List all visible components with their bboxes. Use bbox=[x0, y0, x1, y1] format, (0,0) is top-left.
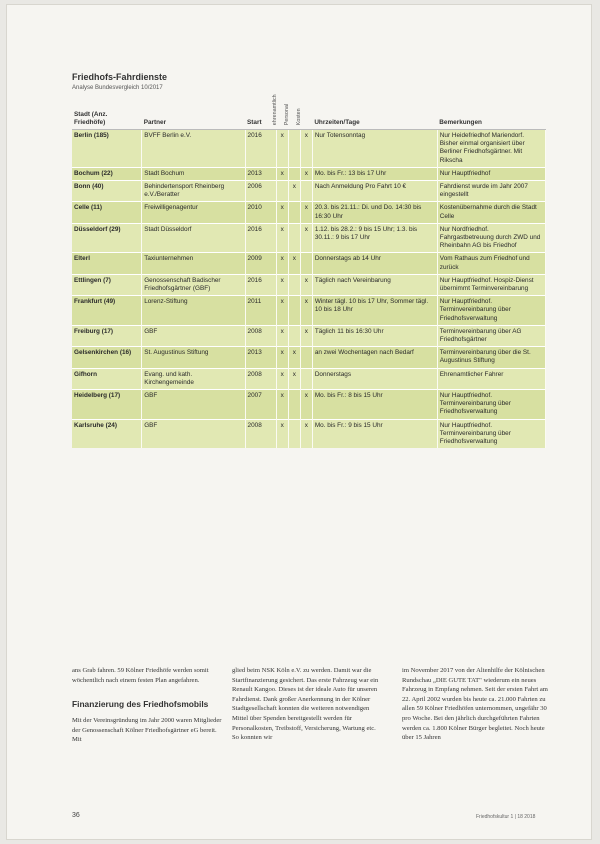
table-row bbox=[72, 368, 546, 389]
table-header-row bbox=[72, 98, 546, 130]
table-row bbox=[72, 325, 546, 346]
row-start: 2008 bbox=[245, 419, 276, 448]
row-times: Nach Anmeldung Pro Fahrt 10 € bbox=[312, 181, 437, 202]
row-mark-c: x bbox=[300, 274, 312, 295]
row-mark-c: x bbox=[300, 223, 312, 253]
header-remarks: Bemerkungen bbox=[437, 98, 545, 130]
text-column-2 bbox=[232, 666, 382, 743]
header-col-b: Personal bbox=[288, 98, 300, 130]
row-partner: GBF bbox=[142, 419, 245, 448]
row-partner: Stadt Bochum bbox=[142, 167, 245, 180]
row-mark-a: x bbox=[276, 167, 288, 180]
row-mark-a bbox=[276, 181, 288, 202]
column-1-intro: ans Grab fahren. 59 Kölner Friedhöfe werden somit wöchentlich nach einem festen Plan angefahren. bbox=[72, 667, 209, 684]
row-start: 2007 bbox=[245, 390, 276, 420]
table-row bbox=[72, 181, 546, 202]
row-start: 2009 bbox=[245, 253, 276, 274]
row-mark-b bbox=[288, 419, 300, 448]
table-body bbox=[72, 130, 546, 449]
row-partner: Behindertensport Rheinberg e.V./Beratter bbox=[142, 181, 245, 202]
row-remarks: Nur Hauptfriedhof. Terminvereinbarung über Friedhofsverwaltung bbox=[437, 419, 545, 448]
row-mark-b bbox=[288, 167, 300, 180]
row-mark-a: x bbox=[276, 253, 288, 274]
row-mark-a: x bbox=[276, 347, 288, 368]
row-mark-c bbox=[300, 181, 312, 202]
row-city: Ettlingen (7) bbox=[72, 274, 142, 295]
row-mark-b: x bbox=[288, 347, 300, 368]
table-row bbox=[72, 274, 546, 295]
row-times: Mo. bis Fr.: 9 bis 15 Uhr bbox=[312, 419, 437, 448]
table-row bbox=[72, 167, 546, 180]
row-mark-b: x bbox=[288, 368, 300, 389]
row-mark-b bbox=[288, 223, 300, 253]
row-mark-a: x bbox=[276, 296, 288, 326]
row-mark-c: x bbox=[300, 419, 312, 448]
section-heading: Finanzierung des Friedhofsmobils bbox=[72, 699, 209, 710]
row-mark-b bbox=[288, 325, 300, 346]
row-mark-b bbox=[288, 130, 300, 168]
row-mark-a: x bbox=[276, 274, 288, 295]
row-partner: Evang. und kath. Kirchengemeinde bbox=[142, 368, 245, 389]
row-mark-a: x bbox=[276, 419, 288, 448]
row-times: Nur Totensonntag bbox=[312, 130, 437, 168]
row-mark-b: x bbox=[288, 181, 300, 202]
row-mark-c: x bbox=[300, 202, 312, 223]
text-column-1 bbox=[72, 666, 222, 745]
row-remarks: Kostenübernahme durch die Stadt Celle bbox=[437, 202, 545, 223]
table-row bbox=[72, 390, 546, 420]
row-start: 2016 bbox=[245, 223, 276, 253]
header-partner: Partner bbox=[142, 98, 245, 130]
row-mark-c: x bbox=[300, 167, 312, 180]
row-city: Heidelberg (17) bbox=[72, 390, 142, 420]
table-subtitle: Analyse Bundesvergleich 10/2017 bbox=[72, 85, 163, 91]
row-city: Gifhorn bbox=[72, 368, 142, 389]
row-mark-b bbox=[288, 202, 300, 223]
row-mark-c bbox=[300, 347, 312, 368]
row-mark-b: x bbox=[288, 253, 300, 274]
row-partner: St. Augustinus Stiftung bbox=[142, 347, 245, 368]
table-row bbox=[72, 296, 546, 326]
row-remarks: Nur Heidefriedhof Mariendorf. Bisher einmal organisiert über Berliner Friedhofsgärtner. Mit Rikscha bbox=[437, 130, 545, 168]
row-partner: Genossenschaft Badischer Friedhofsgärtner (GBF) bbox=[142, 274, 245, 295]
row-city: Düsseldorf (29) bbox=[72, 223, 142, 253]
cemetery-transport-table-wrapper bbox=[72, 94, 546, 448]
row-times: Mo. bis Fr.: 13 bis 17 Uhr bbox=[312, 167, 437, 180]
row-start: 2006 bbox=[245, 181, 276, 202]
row-remarks: Vom Rathaus zum Friedhof und zurück bbox=[437, 253, 545, 274]
row-mark-a: x bbox=[276, 130, 288, 168]
row-times: Mo. bis Fr.: 8 bis 15 Uhr bbox=[312, 390, 437, 420]
row-partner: GBF bbox=[142, 325, 245, 346]
row-mark-c: x bbox=[300, 325, 312, 346]
row-city: Karlsruhe (24) bbox=[72, 419, 142, 448]
header-start: Start bbox=[245, 98, 276, 130]
row-remarks: Fahrdienst wurde im Jahr 2007 eingestellt bbox=[437, 181, 545, 202]
table-row bbox=[72, 202, 546, 223]
row-partner: Taxiunternehmen bbox=[142, 253, 245, 274]
row-city: Gelsenkirchen (16) bbox=[72, 347, 142, 368]
row-mark-c bbox=[300, 253, 312, 274]
row-remarks: Terminvereinbarung über die St. Augustinus Stiftung bbox=[437, 347, 545, 368]
row-mark-a: x bbox=[276, 368, 288, 389]
row-start: 2008 bbox=[245, 325, 276, 346]
row-start: 2013 bbox=[245, 167, 276, 180]
row-remarks: Nur Nordfriedhof. Fahrgastbetreuung durch ZWD und Rheinbahn AG bis Friedhof bbox=[437, 223, 545, 253]
row-mark-b bbox=[288, 296, 300, 326]
header-city: Stadt (Anz. Friedhöfe) bbox=[72, 98, 142, 130]
column-2-body: glied beim NSK Köln e.V. zu werden. Damit war die Startfinanzierung gesichert. Das erste Fahrzeug war ein Renault Kangoo. Dieses ist der ideale Auto für unseren Fahrdienst. Dank großer Anerkennung in der Kölner Stadtgesellschaft konnten die weiteren notwendigen Mittel über Spenden bereitgestellt werden für Personalkosten, Treibstoff, Versicherung, Wartung etc. So konnten wir bbox=[232, 667, 379, 742]
table-row bbox=[72, 347, 546, 368]
table-row bbox=[72, 223, 546, 253]
row-remarks: Nur Hauptfriedhof bbox=[437, 167, 545, 180]
row-times: an zwei Wochentagen nach Bedarf bbox=[312, 347, 437, 368]
row-remarks: Ehrenamtlicher Fahrer bbox=[437, 368, 545, 389]
row-mark-a: x bbox=[276, 202, 288, 223]
table-row bbox=[72, 130, 546, 168]
row-times: Täglich nach Vereinbarung bbox=[312, 274, 437, 295]
row-mark-c: x bbox=[300, 130, 312, 168]
row-start: 2010 bbox=[245, 202, 276, 223]
row-mark-a: x bbox=[276, 390, 288, 420]
row-start: 2011 bbox=[245, 296, 276, 326]
row-times: Winter tägl. 10 bis 17 Uhr, Sommer tägl. 10 bis 18 Uhr bbox=[312, 296, 437, 326]
row-mark-b bbox=[288, 390, 300, 420]
row-city: Elterl bbox=[72, 253, 142, 274]
column-3-body: im November 2017 von der Altenhilfe der Kölnischen Rundschau „DIE GUTE TAT" wiederum ein neues Fahrzeug in Empfang nehmen. Seit der ersten Fahrt am 22. April 2002 wurden bis heute ca. 21.000 Fahrten zu allen 59 Kölner Friedhöfen unternommen, ungefähr 30 pro Woche. Bei den jährlich durchgeführten Fahrten werden ca. 1.800 Kölner Bürger begleitet. Noch heute über 15 Jahren bbox=[402, 667, 548, 742]
row-times: Donnerstags bbox=[312, 368, 437, 389]
cemetery-transport-table bbox=[72, 94, 546, 448]
row-remarks: Nur Hauptfriedhof. Terminvereinbarung über Friedhofsverwaltung bbox=[437, 296, 545, 326]
row-city: Berlin (185) bbox=[72, 130, 142, 168]
row-partner: Lorenz-Stiftung bbox=[142, 296, 245, 326]
row-start: 2016 bbox=[245, 274, 276, 295]
row-start: 2016 bbox=[245, 130, 276, 168]
row-times: Täglich 11 bis 16:30 Uhr bbox=[312, 325, 437, 346]
row-partner: BVFF Berlin e.V. bbox=[142, 130, 245, 168]
row-start: 2013 bbox=[245, 347, 276, 368]
header-col-a: ehrenamtlich bbox=[276, 98, 288, 130]
row-times: 20.3. bis 21.11.: Di. und Do. 14:30 bis 16:30 Uhr bbox=[312, 202, 437, 223]
row-times: 1.12. bis 28.2.: 9 bis 15 Uhr; 1.3. bis 30.11.: 9 bis 17 Uhr bbox=[312, 223, 437, 253]
row-partner: Freiwilligenagentur bbox=[142, 202, 245, 223]
row-city: Bochum (22) bbox=[72, 167, 142, 180]
row-partner: Stadt Düsseldorf bbox=[142, 223, 245, 253]
row-partner: GBF bbox=[142, 390, 245, 420]
row-times: Donnerstags ab 14 Uhr bbox=[312, 253, 437, 274]
row-mark-c: x bbox=[300, 390, 312, 420]
row-city: Frankfurt (49) bbox=[72, 296, 142, 326]
row-remarks: Terminvereinbarung über AG Friedhofsgärtner bbox=[437, 325, 545, 346]
column-1-body: Mit der Vereinsgründung im Jahr 2000 waren Mitglieder der Genossenschaft Kölner Friedhofsgärtner eG bereit. Mit bbox=[72, 717, 222, 744]
page-number: 36 bbox=[72, 812, 80, 819]
row-mark-c: x bbox=[300, 296, 312, 326]
row-city: Bonn (40) bbox=[72, 181, 142, 202]
header-col-c: Kosten bbox=[300, 98, 312, 130]
row-mark-c bbox=[300, 368, 312, 389]
row-remarks: Nur Hauptfriedhof. Hospiz-Dienst übernimmt Terminvereinbarung bbox=[437, 274, 545, 295]
row-city: Freiburg (17) bbox=[72, 325, 142, 346]
row-mark-b bbox=[288, 274, 300, 295]
header-times: Uhrzeiten/Tage bbox=[312, 98, 437, 130]
row-mark-a: x bbox=[276, 325, 288, 346]
row-start: 2008 bbox=[245, 368, 276, 389]
table-title: Friedhofs-Fahrdienste bbox=[72, 72, 168, 82]
publication-footer: Friedhofskultur 1 | 18 2018 bbox=[476, 814, 536, 820]
table-row bbox=[72, 419, 546, 448]
row-remarks: Nur Hauptfriedhof. Terminvereinbarung über Friedhofsverwaltung bbox=[437, 390, 545, 420]
table-row bbox=[72, 253, 546, 274]
row-mark-a: x bbox=[276, 223, 288, 253]
row-city: Celle (11) bbox=[72, 202, 142, 223]
text-column-3 bbox=[402, 666, 552, 743]
